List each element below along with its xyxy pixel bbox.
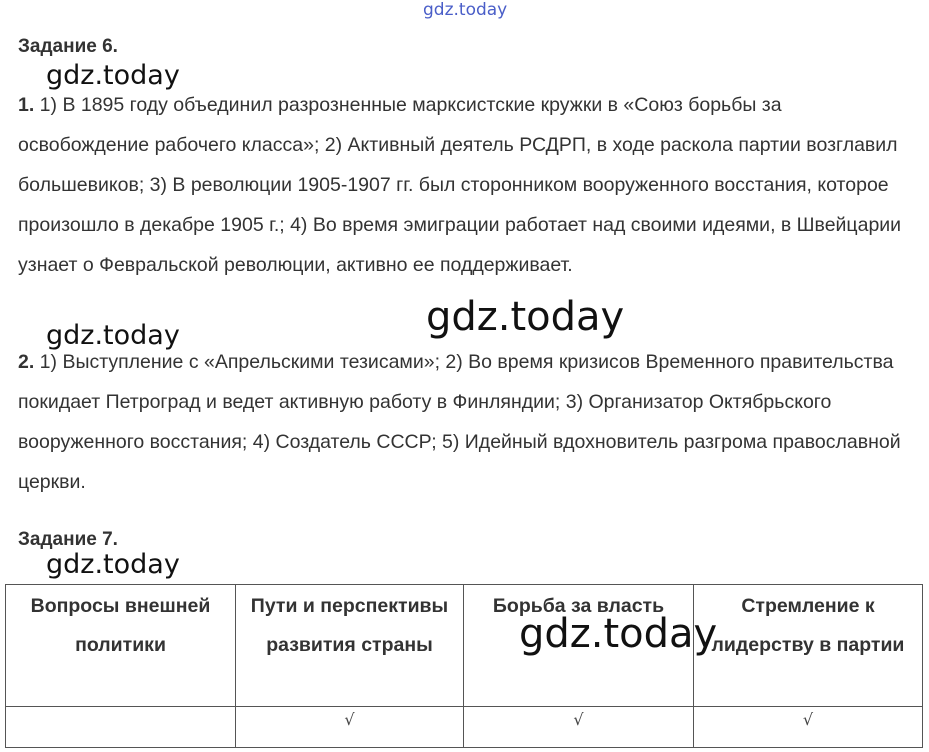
task6-heading: Задание 6. <box>18 36 118 57</box>
table-header-cell: Стремление к лидерству в партии <box>694 585 923 707</box>
watermark-top: gdz.today <box>423 0 508 20</box>
watermark-middle-large: gdz.today <box>426 294 625 340</box>
watermark-task6: gdz.today <box>46 60 180 91</box>
task6-item2-number: 2. <box>18 351 35 373</box>
task7-heading: Задание 7. <box>18 529 118 550</box>
table-cell <box>6 707 236 748</box>
table-row <box>6 707 923 748</box>
watermark-task7: gdz.today <box>46 549 180 580</box>
task6-item1-text: 1) В 1895 году объединил разрозненные марксистские кружки в «Союз борьбы за освобождение рабочего класса»; 2) Активный деятель РСДРП, в ходе раскола партии возглавил большевиков; 3) В революции 1905-1907 гг. был сторонником вооруженного восстания, которое произошло в декабре 1905 г.; 4) Во время эмиграции работает над своими идеями, в Швейцарии узнает о Февральской революции, активно ее поддерживает. <box>18 94 902 276</box>
table-cell-check: √ <box>464 707 694 748</box>
table-header-row <box>6 585 923 707</box>
task6-item1-number: 1. <box>18 94 35 116</box>
watermark-table-large: gdz.today <box>519 611 718 657</box>
watermark-item2: gdz.today <box>46 320 180 351</box>
table-cell-check: √ <box>694 707 923 748</box>
table-cell-check: √ <box>236 707 464 748</box>
task6-item2-text: 1) Выступление с «Апрельскими тезисами»; 2) Во время кризисов Временного правительства покидает Петроград и ведет активную работу в Финляндии; 3) Организатор Октябрьского вооруженного восстания; 4) Создатель СССР; 5) Идейный вдохновитель разгрома православной церкви. <box>18 351 901 493</box>
table-header-cell: Пути и перспективы развития страны <box>236 585 464 707</box>
task6-item2 <box>18 342 918 502</box>
task7-table <box>5 584 923 748</box>
task6-item1 <box>18 85 918 285</box>
table-header-cell: Борьба за власть <box>464 585 694 707</box>
table-header-cell: Вопросы внешней политики <box>6 585 236 707</box>
